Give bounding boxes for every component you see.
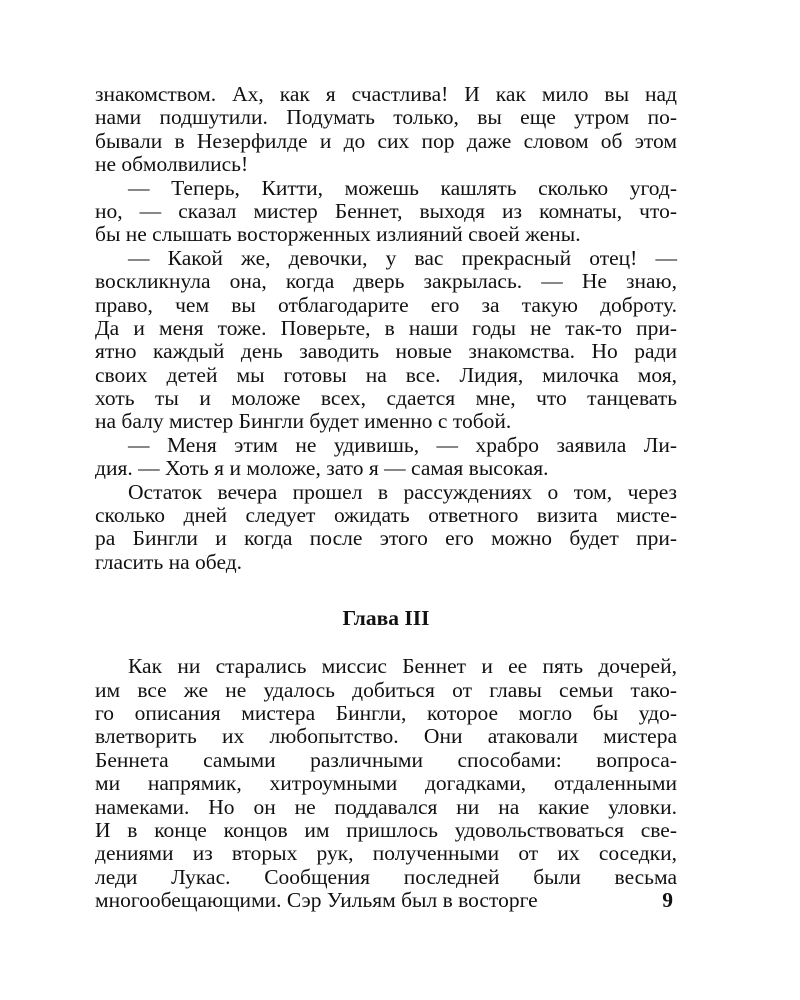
text-line: леди Лукас. Сообщения последней были весьма (95, 864, 677, 889)
text-line: многообещающими. Сэр Уильям был в восторге (95, 888, 538, 913)
text-line: Да и меня тоже. Поверьте, в наши годы не так-то при- (95, 315, 677, 340)
text-line: право, чем вы отблагодарите его за такую доброту. (95, 292, 677, 317)
text-line: хоть ты и моложе всех, сдается мне, что танцевать (95, 386, 677, 411)
text-line: — Меня этим не удивишь, — храбро заявила Ли- (128, 432, 677, 457)
text-line: дия. — Хоть я и моложе, зато я — самая высокая. (95, 456, 549, 481)
text-line: знакомством. Ах, как я счастлива! И как мило вы над (95, 82, 677, 106)
text-line: — Какой же, девочки, у вас прекрасный отец! — (128, 245, 677, 270)
text-line: воскликнула она, когда дверь закрылась. — Не знаю, (95, 269, 677, 294)
text-line: влетворить их любопытство. Они атаковали мистера (95, 724, 677, 749)
text-line: на балу мистер Бингли будет именно с тобой. (95, 409, 512, 434)
text-line: Остаток вечера прошел в рассуждениях о том, через (128, 479, 677, 504)
text-line: го описания мистера Бингли, которое могло бы удо- (95, 700, 677, 725)
text-block-top (95, 83, 677, 574)
text-line: гласить на обед. (95, 549, 243, 574)
text-line: не обмолвились! (95, 152, 249, 177)
text-line: дениями из вторых рук, полученными от их соседки, (95, 841, 677, 866)
chapter-heading: Глава III (342, 606, 430, 631)
book-page (95, 83, 677, 913)
text-line: — Теперь, Китти, можешь кашлять сколько угод- (128, 175, 677, 200)
text-line: Как ни старались миссис Беннет и ее пять дочерей, (128, 654, 677, 679)
text-line: но, — сказал мистер Беннет, выходя из комнаты, что- (95, 198, 677, 223)
last-line-with-folio (95, 889, 677, 912)
text-line: нами подшутили. Подумать только, вы еще утром по- (95, 105, 677, 130)
text-line: им все же не удалось добиться от главы семьи тако- (95, 677, 677, 702)
text-line: своих детей мы готовы на все. Лидия, милочка моя, (95, 362, 677, 387)
text-line: бывали в Незерфилде и до сих пор даже словом об этом (95, 128, 677, 153)
text-line: бы не слышать восторженных излияний своей жены. (95, 222, 581, 247)
text-line: намеками. Но он не поддавался ни на какие уловки. (95, 794, 677, 819)
text-line: Беннета самыми различными способами: вопроса- (95, 747, 677, 772)
text-line: ми напрямик, хитроумными догадками, отдаленными (95, 771, 677, 796)
text-block-chapter (95, 655, 677, 912)
text-line: ятно каждый день заводить новые знакомства. Но ради (95, 339, 677, 364)
text-line: сколько дней следует ожидать ответного визита мисте- (95, 503, 677, 528)
page-number: 9 (662, 888, 673, 913)
text-line: И в конце концов им пришлось удовольствоваться све- (95, 817, 677, 842)
text-line: ра Бингли и когда после этого его можно будет при- (95, 526, 677, 551)
